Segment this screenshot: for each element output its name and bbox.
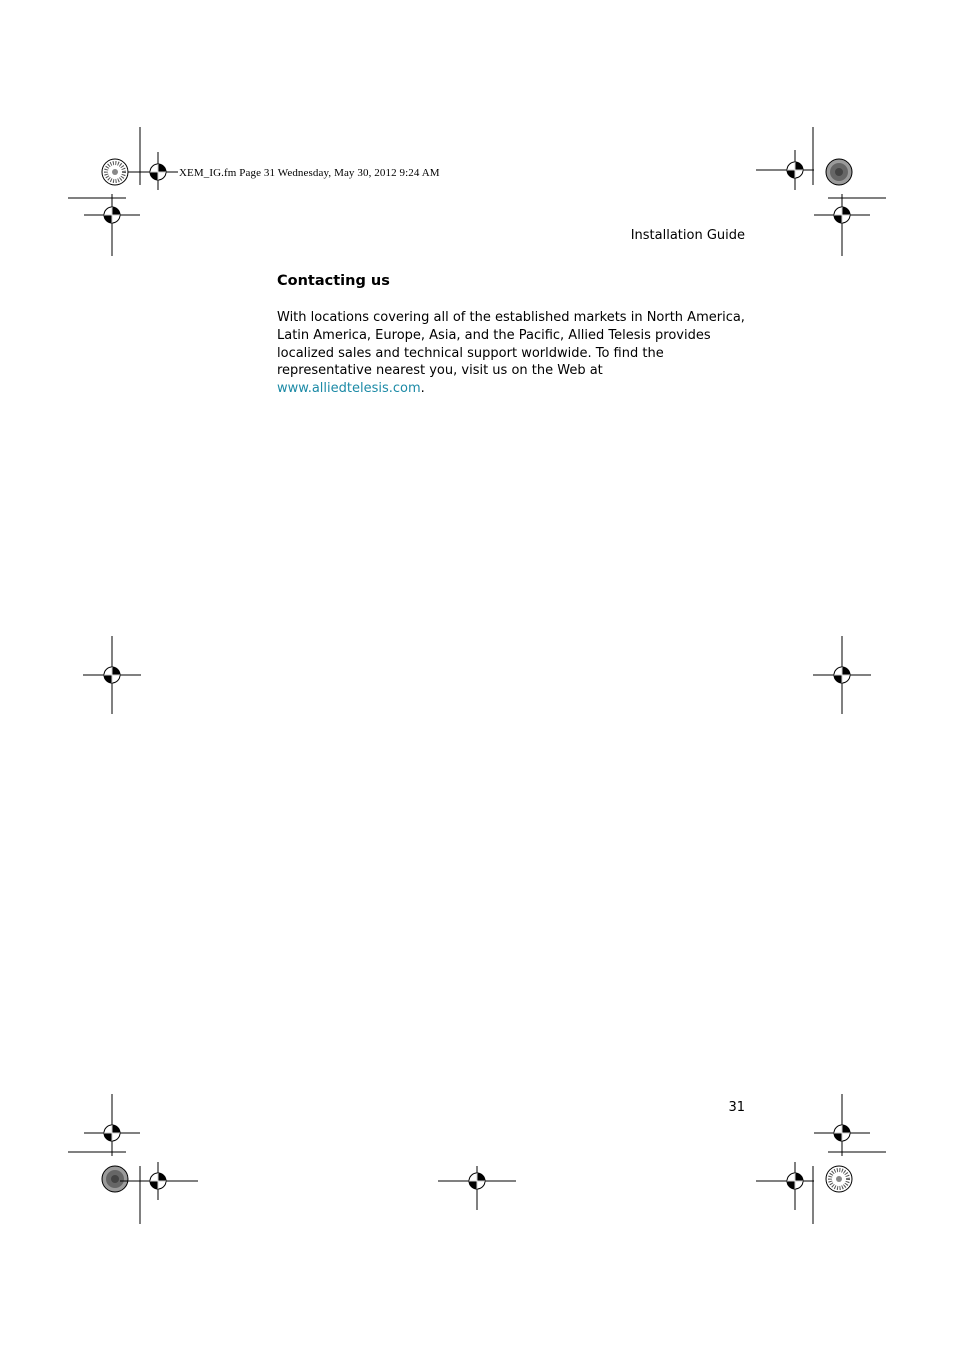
registration-mark-icon — [83, 636, 141, 714]
body-trailing-punctuation: . — [420, 381, 425, 397]
registration-mark-icon — [756, 127, 814, 190]
registration-mark-icon — [120, 1162, 198, 1224]
file-slug-line: XEM_IG.fm Page 31 Wednesday, May 30, 2012 9:24 AM — [179, 167, 440, 179]
registration-mark-icon — [120, 127, 178, 190]
crop-mark-icon — [814, 194, 886, 256]
color-rosette-icon — [102, 159, 128, 185]
crop-mark-icon — [68, 1094, 140, 1156]
website-link[interactable]: www.alliedtelesis.com — [277, 381, 421, 397]
body-text: With locations covering all of the established markets in North America, Latin America, Europe, Asia, and the Pacific, Allied Telesis provides localized sales and technical support worldwide. To find the representative nearest you, visit us on the Web at — [277, 310, 745, 379]
crop-mark-icon — [814, 1094, 886, 1156]
running-header: Installation Guide — [630, 228, 745, 243]
page-number: 31 — [728, 1100, 745, 1115]
crop-mark-icon — [68, 194, 140, 256]
registration-mark-icon — [813, 636, 871, 714]
registration-mark-icon — [756, 1162, 814, 1224]
section-body — [277, 309, 749, 398]
section-heading: Contacting us — [277, 273, 390, 289]
color-rosette-icon — [826, 159, 852, 185]
color-rosette-icon — [826, 1166, 852, 1192]
color-rosette-icon — [102, 1166, 128, 1192]
registration-mark-icon — [438, 1166, 516, 1210]
